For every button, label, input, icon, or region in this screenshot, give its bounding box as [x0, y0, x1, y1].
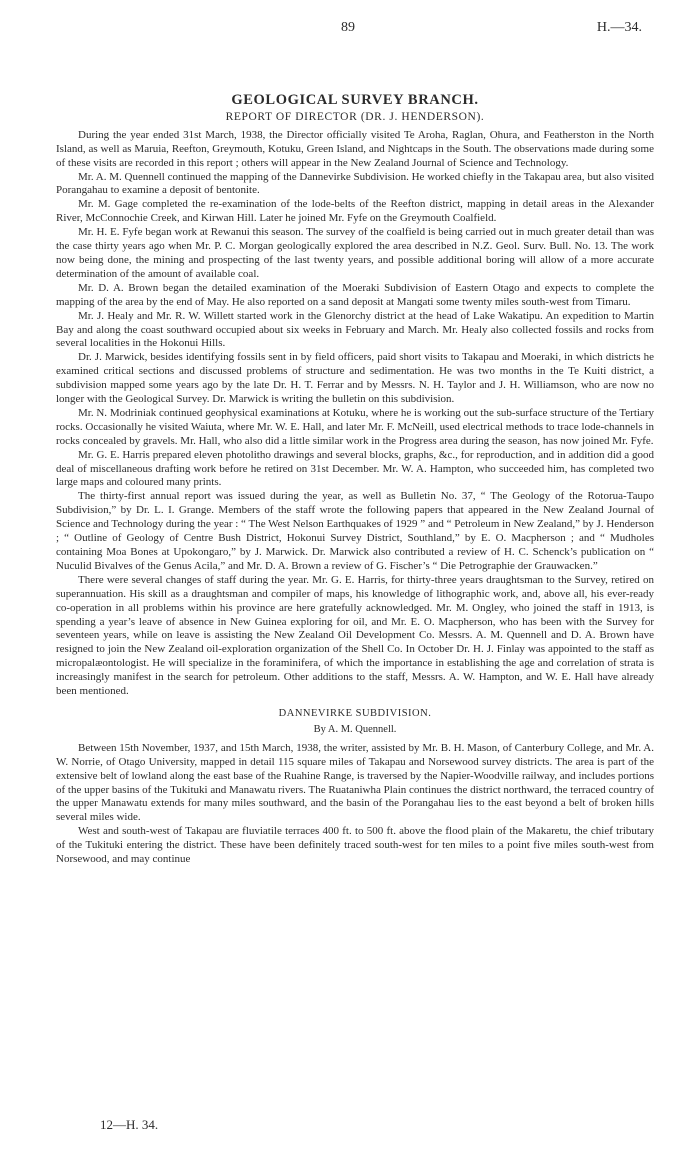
paragraph: West and south-west of Takapau are fluviatile terraces 400 ft. to 500 ft. above the flood plain of the Makaretu, the chief tributary of the Tukituki entering the district. These have been definitely traced south-west for ten miles to a point five miles south-west from Norsewood, and may continue — [56, 825, 654, 866]
document-reference: H.—34. — [596, 20, 642, 35]
page-header — [56, 0, 654, 56]
page-footer: 12—H. 34. — [100, 1117, 159, 1132]
paragraph: Mr. J. Healy and Mr. R. W. Willett started work in the Glenorchy district at the head of Lake Wakatipu. An expedition to Martin Bay and along the coast southward occupied about six weeks in February and March. Mr. Healy also collected fossils and rocks from several localities in the Hokonui Hills. — [56, 309, 654, 350]
paragraph: Mr. N. Modriniak continued geophysical examinations at Kotuku, where he is working out the sub-surface structure of the Tertiary rocks. Occasionally he visited Waiuta, where Mr. W. E. Hall, and later Mr. F. McNeill, used electrical methods to trace lode-channels in rocks concealed by gravels. Mr. Hall, who also did a little similar work in the Progress area during the season, has now joined Mr. Fyfe. — [56, 406, 654, 447]
paragraph: The thirty-first annual report was issued during the year, as well as Bulletin No. 37, “ The Geology of the Rotorua-Taupo Subdivision,” by Dr. L. I. Grange. Members of the staff wrote the following papers that appeared in the New Zealand Journal of Science and Technology during the year : “ The West Nelson Earthquakes of 1929 ” and “ Petroleum in New Zealand,” by J. Henderson ; “ Outline of Geology of Centre Bush District, Hokonui Survey District, Southland,” by E. O. Macpherson ; and “ Mudholes containing Moa Bones at Upokongaro,” by J. Marwick. Dr. Marwick also contributed a review of H. C. Schenck’s publication on “ Nuculid Bivalves of the Genus Acila,” and Mr. D. A. Brown a review of G. Fischer’s “ Die Petrographie der Grauwacken.” — [56, 490, 654, 572]
paragraph: Mr. D. A. Brown began the detailed examination of the Moeraki Subdivision of Eastern Otago and expects to complete the mapping of the area by the end of May. He also reported on a sand deposit at Mangati some twenty miles south-west from Timaru. — [56, 281, 654, 308]
paragraph: Mr. A. M. Quennell continued the mapping of the Dannevirke Subdivision. He worked chiefly in the Takapau area, but also visited Porangahau to examine a deposit of bentonite. — [56, 170, 654, 197]
paragraph: Between 15th November, 1937, and 15th March, 1938, the writer, assisted by Mr. B. H. Mason, of Canterbury College, and Mr. A. W. Norrie, of Otago University, mapped in detail 115 square miles of Takapau and Norsewood survey districts. The area is part of the extensive belt of lowland along the east base of the Ruahine Range, is traversed by the Napier-Woodville railway, and includes portions of the upper basins of the Tukituki and Manawatu rivers. The Ruataniwha Plain continues the district northward, the terraced country of the upper Manawatu extends for many miles southward, and the basin of the Porangahau lies to the east beyond a belt of broken hills several miles wide. — [56, 741, 654, 824]
paragraph: Mr. H. E. Fyfe began work at Rewanui this season. The survey of the coalfield is being carried out in much greater detail than was the case thirty years ago when Mr. P. C. Morgan geologically explored the area described in N.Z. Geol. Surv. Bull. No. 13. The work now being done, the mining and prospecting of the last twenty years, and possible additional boring will allow of a more accurate determination of the amount of available coal. — [56, 226, 654, 280]
paragraph: During the year ended 31st March, 1938, the Director officially visited Te Aroha, Raglan, Ohura, and Featherston in the North Island, as well as Maruia, Reefton, Greymouth, Kotuku, Green Island, and Nightcaps in the South. The observations made during some of these visits are recorded in this report ; others will appear in the New Zealand Journal of Science and Technology. — [56, 128, 654, 169]
subsection-heading: DANNEVIRKE SUBDIVISION. — [278, 707, 432, 719]
subsection-byline: By A. M. Quennell. — [313, 723, 397, 735]
paragraph: There were several changes of staff during the year. Mr. G. E. Harris, for thirty-three years draughtsman to the Survey, retired on superannuation. His skill as a draughtsman and compiler of maps, his knowledge of lithographic work, and, above all, his ever-ready co-operation in all problems within his province are here gratefully acknowledged. Mr. M. Ongley, who joined the staff in 1913, is spending a year’s leave of absence in New Guinea exploring for oil, and Mr. E. O. Macpherson, who has been with the Survey for seventeen years, while on leave is assisting the New Zealand Oil Development Co. Messrs. A. M. Quennell and D. A. Brown have resigned to join the New Zealand oil-exploration organization of the Shell Co. In October Dr. H. J. Finlay was appointed to the staff as micropalæontologist. He will specialize in the foraminifera, of which the importance in establishing the age and correlation of strata is increasingly manifest in the search for petroleum. Other additions to the staff, Messrs. A. W. Hampton, and W. E. Hall have already been mentioned. — [56, 573, 654, 698]
paragraph: Dr. J. Marwick, besides identifying fossils sent in by field officers, paid short visits to Takapau and Moeraki, in which districts he examined critical sections and discussed problems of structure and sedimentation. He was two months in the Te Kuiti district, a subdivision mapped some years ago by the late Dr. H. T. Ferrar and by Messrs. N. H. Taylor and J. H. Williamson, who are now no longer with the Geological Survey. Dr. Marwick is writing the bulletin on this subdivision. — [56, 351, 654, 406]
section-title: GEOLOGICAL SURVEY BRANCH. — [231, 92, 479, 108]
paragraph: Mr. M. Gage completed the re-examination of the lode-belts of the Reefton district, mapping in detail areas in the Alexander River, McConnochie Creek, and Kirwan Hill. Later he joined Mr. Fyfe on the Greymouth Coalfield. — [56, 198, 654, 225]
paragraph: Mr. G. E. Harris prepared eleven photolitho drawings and several blocks, graphs, &c., for reproduction, and in addition did a good deal of miscellaneous drafting work before he retired on 31st December. Mr. W. A. Hampton, who succeeded him, has completed two large maps and coloured many prints. — [56, 448, 654, 489]
report-subtitle: REPORT OF DIRECTOR (DR. J. HENDERSON). — [225, 110, 485, 123]
page-number: 89 — [341, 20, 355, 35]
